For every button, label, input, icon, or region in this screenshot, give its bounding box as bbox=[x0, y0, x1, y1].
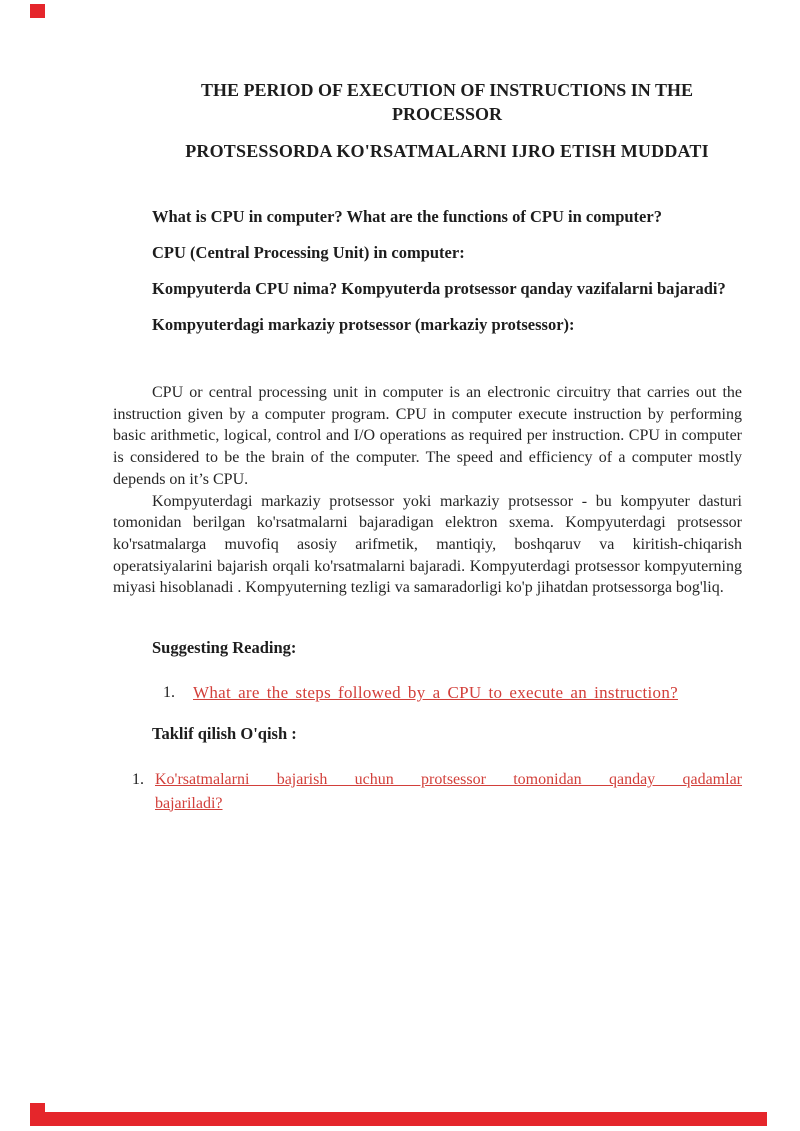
cpu-definition-heading: CPU (Central Processing Unit) in computer: bbox=[152, 243, 465, 262]
document-title-uzbek: PROTSESSORDA KO'RSATMALARNI IJRO ETISH MUDDATI bbox=[185, 141, 709, 161]
reading-link-uzbek-line2[interactable]: bajariladi? bbox=[155, 794, 223, 812]
reading-link-uzbek-line1[interactable]: Ko'rsatmalarni bajarish uchun protsessor tomonidan qanday qadamlar bbox=[155, 771, 742, 789]
question-heading-uzbek: Kompyuterda CPU nima? Kompyuterda protsessor qanday vazifalarni bajaradi? bbox=[152, 279, 726, 298]
question-heading-english: What is CPU in computer? What are the functions of CPU in computer? bbox=[152, 207, 662, 226]
red-marker-bottom-bar bbox=[30, 1112, 767, 1126]
paragraph-uzbek: Kompyuterdagi markaziy protsessor yoki markaziy protsessor - bu kompyuter dasturi tomonidan berilgan ko'rsatmalarni bajaradigan elektron sxema. Kompyuterdagi protsessor ko'rsatmalarga muvofiq asosiy arifmetik, mantiqiy, boshqaruv va kiritish-chiqarish operatsiyalarini bajarish orqali ko'rsatmalarni bajaradi. Kompyuterdagi protsessor kompyuterning miyasi hisoblanadi . Kompyuterning tezligi va samaradorligi ko'p jihatdan protsessorga bog'liq. bbox=[113, 492, 742, 597]
subheading-uzbek: Kompyuterdagi markaziy protsessor (markaziy protsessor): bbox=[152, 315, 575, 334]
reading-link-english[interactable]: What are the steps followed by a CPU to execute an instruction? bbox=[193, 683, 678, 703]
red-marker-top-left bbox=[30, 4, 45, 18]
page-content bbox=[113, 0, 742, 815]
suggesting-reading-heading: Suggesting Reading: bbox=[152, 638, 297, 658]
list-number: 1. bbox=[132, 771, 144, 789]
paragraph-english: CPU or central processing unit in computer is an electronic circuitry that carries out the instruction given by a computer program. CPU in computer execute instruction by performing basic arithmetic, logical, control and I/O operations as required per instruction. CPU in computer is considered to be the brain of the computer. The speed and efficiency of a computer mostly depends on it’s CPU. bbox=[113, 384, 742, 488]
body-text-block bbox=[113, 382, 742, 599]
reading-list-item-english bbox=[113, 682, 742, 705]
document-title-english: THE PERIOD OF EXECUTION OF INSTRUCTIONS IN THE PROCESSOR bbox=[201, 80, 693, 124]
taklif-heading: Taklif qilish O'qish : bbox=[152, 724, 297, 744]
list-number: 1. bbox=[163, 684, 175, 702]
reading-list-item-uzbek bbox=[113, 768, 742, 815]
reading-link-uzbek-block bbox=[155, 768, 742, 815]
